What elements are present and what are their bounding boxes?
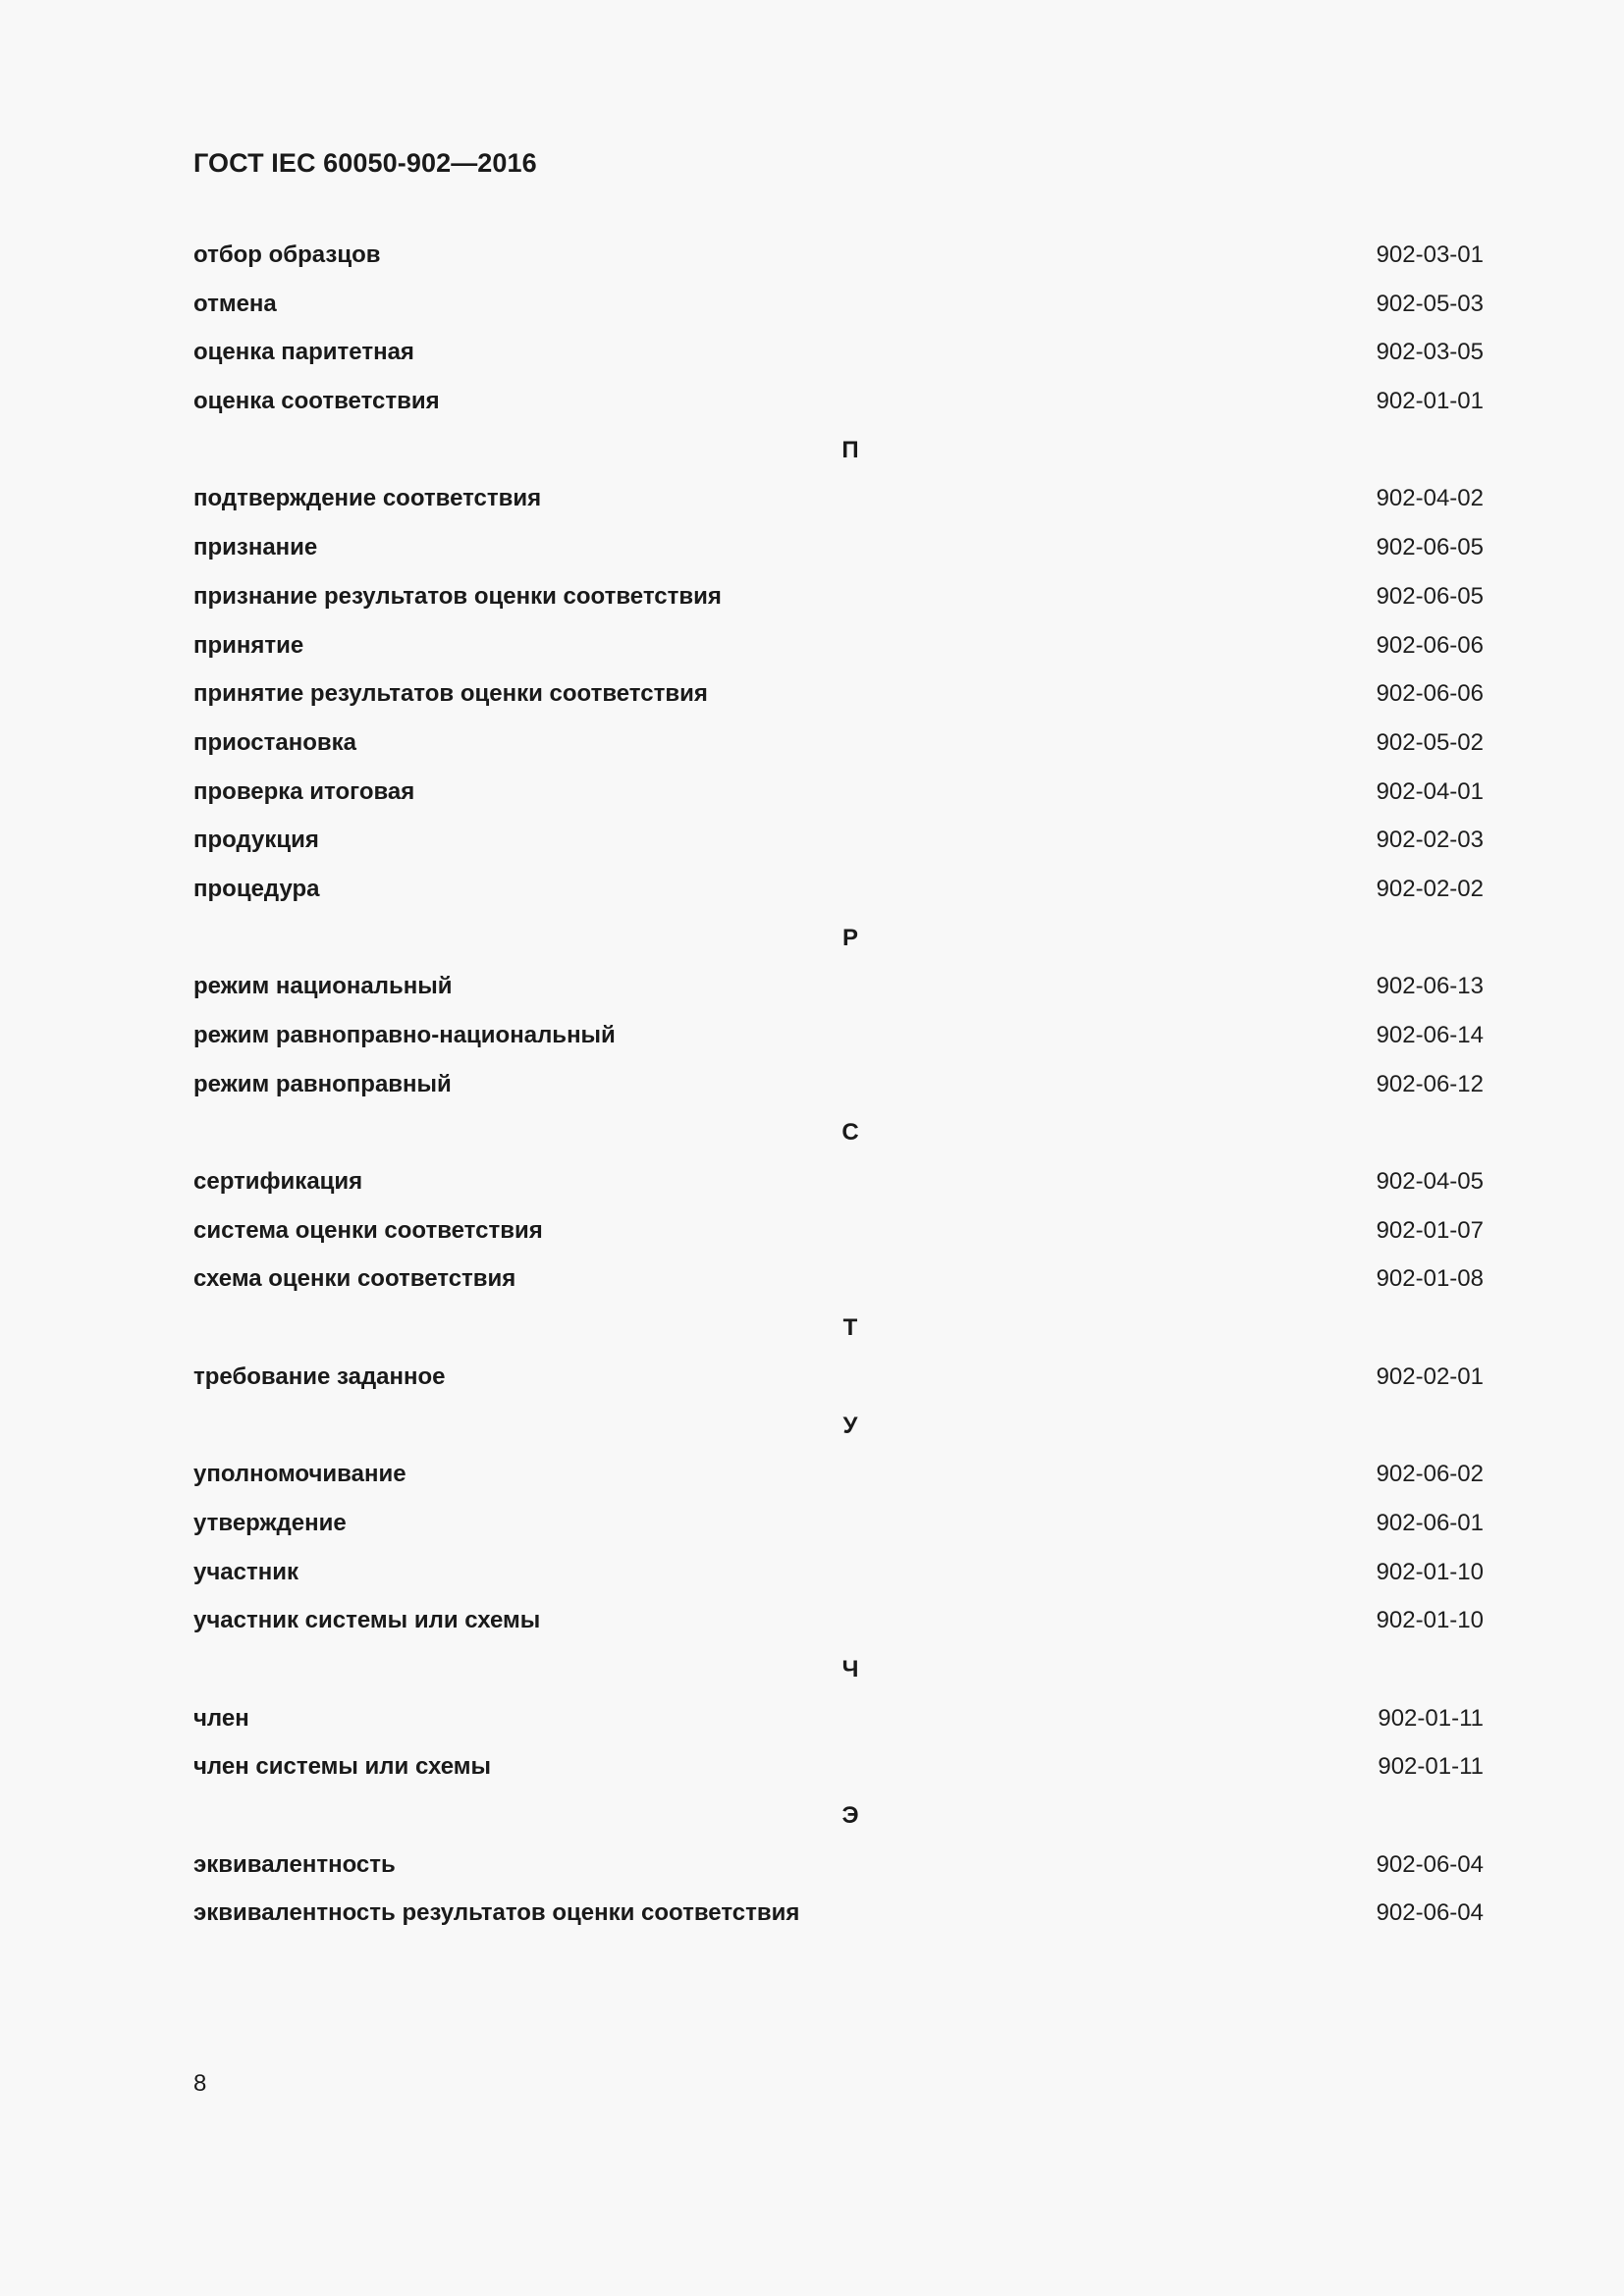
index-code: 902-01-10 (1376, 1558, 1484, 1585)
index-code: 902-06-04 (1376, 1899, 1484, 1927)
letter-section (193, 1113, 1484, 1162)
index-term: принятие (193, 631, 304, 659)
index-code: 902-06-14 (1376, 1022, 1484, 1048)
index-term: процедура (193, 875, 320, 902)
index-code: 902-06-04 (1376, 1850, 1484, 1878)
index-entry (193, 1162, 1484, 1211)
index-code: 902-01-10 (1376, 1607, 1484, 1634)
index-code: 902-06-02 (1376, 1461, 1484, 1488)
index-term: член системы или схемы (193, 1753, 492, 1781)
index-term: оценка соответствия (193, 388, 440, 415)
index-entry (193, 1894, 1484, 1943)
index-entry (193, 626, 1484, 675)
alphabetical-index (193, 236, 1484, 1943)
index-code: 902-02-01 (1376, 1362, 1484, 1390)
index-entry (193, 333, 1484, 382)
index-term: подтверждение соответствия (193, 485, 542, 512)
letter-section (193, 1650, 1484, 1699)
index-code: 902-04-05 (1376, 1168, 1484, 1196)
index-term: схема оценки соответствия (193, 1265, 516, 1293)
index-entry (193, 821, 1484, 870)
index-entry (193, 577, 1484, 626)
index-term: оценка паритетная (193, 339, 414, 366)
letter-heading: Т (842, 1314, 858, 1342)
index-term: отмена (193, 290, 277, 317)
index-term: режим равноправный (193, 1070, 452, 1097)
letter-section (193, 1407, 1484, 1456)
index-code: 902-06-13 (1376, 973, 1484, 1000)
index-code: 902-02-02 (1376, 875, 1484, 902)
index-entry (193, 285, 1484, 334)
index-term: утверждение (193, 1509, 347, 1536)
index-code: 902-05-02 (1376, 728, 1484, 756)
index-entry (193, 1747, 1484, 1796)
page-number: 8 (193, 2070, 207, 2097)
letter-section (193, 1796, 1484, 1845)
index-entry (193, 1699, 1484, 1748)
index-code: 902-04-01 (1376, 777, 1484, 805)
index-entry (193, 1601, 1484, 1650)
index-code: 902-01-08 (1376, 1265, 1484, 1293)
index-code: 902-01-11 (1378, 1753, 1484, 1781)
index-entry (193, 1065, 1484, 1114)
letter-section (193, 431, 1484, 480)
index-term: признание результатов оценки соответствия (193, 582, 722, 610)
index-term: эквивалентность (193, 1850, 396, 1878)
index-term: режим равноправно-национальный (193, 1022, 616, 1048)
index-code: 902-06-05 (1376, 582, 1484, 610)
letter-heading: У (842, 1412, 858, 1439)
index-code: 902-01-01 (1376, 388, 1484, 415)
index-term: система оценки соответствия (193, 1216, 543, 1244)
index-term: требование заданное (193, 1362, 446, 1390)
index-entry (193, 1553, 1484, 1602)
index-entry (193, 236, 1484, 285)
index-entry (193, 870, 1484, 919)
index-code: 902-03-01 (1376, 241, 1484, 268)
index-entry (193, 1016, 1484, 1065)
index-entry (193, 382, 1484, 431)
letter-heading: Ч (841, 1655, 859, 1682)
index-term: сертификация (193, 1168, 363, 1196)
index-entry (193, 674, 1484, 723)
index-code: 902-01-07 (1376, 1216, 1484, 1244)
index-entry (193, 1504, 1484, 1553)
index-entry (193, 1358, 1484, 1407)
index-code: 902-01-11 (1378, 1704, 1484, 1732)
index-term: эквивалентность результатов оценки соответствия (193, 1899, 800, 1927)
index-entry (193, 723, 1484, 773)
letter-heading: П (841, 436, 859, 463)
index-code: 902-06-06 (1376, 680, 1484, 708)
index-term: проверка итоговая (193, 777, 415, 805)
letter-section (193, 919, 1484, 968)
index-term: принятие результатов оценки соответствия (193, 680, 708, 708)
index-code: 902-06-12 (1376, 1070, 1484, 1097)
index-entry (193, 479, 1484, 528)
index-code: 902-06-05 (1376, 534, 1484, 561)
letter-heading: Р (841, 924, 858, 951)
index-entry (193, 1259, 1484, 1308)
index-entry (193, 1455, 1484, 1504)
index-code: 902-02-03 (1376, 827, 1484, 854)
index-code: 902-05-03 (1376, 290, 1484, 317)
index-code: 902-03-05 (1376, 339, 1484, 366)
index-term: участник системы или схемы (193, 1607, 541, 1634)
index-entry (193, 1211, 1484, 1260)
index-entry (193, 1845, 1484, 1895)
index-term: участник (193, 1558, 298, 1585)
index-entry (193, 967, 1484, 1016)
index-code: 902-06-01 (1376, 1509, 1484, 1536)
index-entry (193, 528, 1484, 577)
index-entry (193, 773, 1484, 822)
index-term: признание (193, 534, 318, 561)
letter-section (193, 1308, 1484, 1358)
index-term: отбор образцов (193, 241, 381, 268)
index-term: приостановка (193, 728, 356, 756)
index-term: режим национальный (193, 973, 453, 1000)
letter-heading: С (841, 1119, 859, 1147)
document-title: ГОСТ IEC 60050-902—2016 (193, 148, 537, 178)
index-term: продукция (193, 827, 319, 854)
letter-heading: Э (841, 1802, 859, 1829)
index-code: 902-06-06 (1376, 631, 1484, 659)
index-term: уполномочивание (193, 1461, 406, 1488)
index-code: 902-04-02 (1376, 485, 1484, 512)
index-term: член (193, 1704, 249, 1732)
